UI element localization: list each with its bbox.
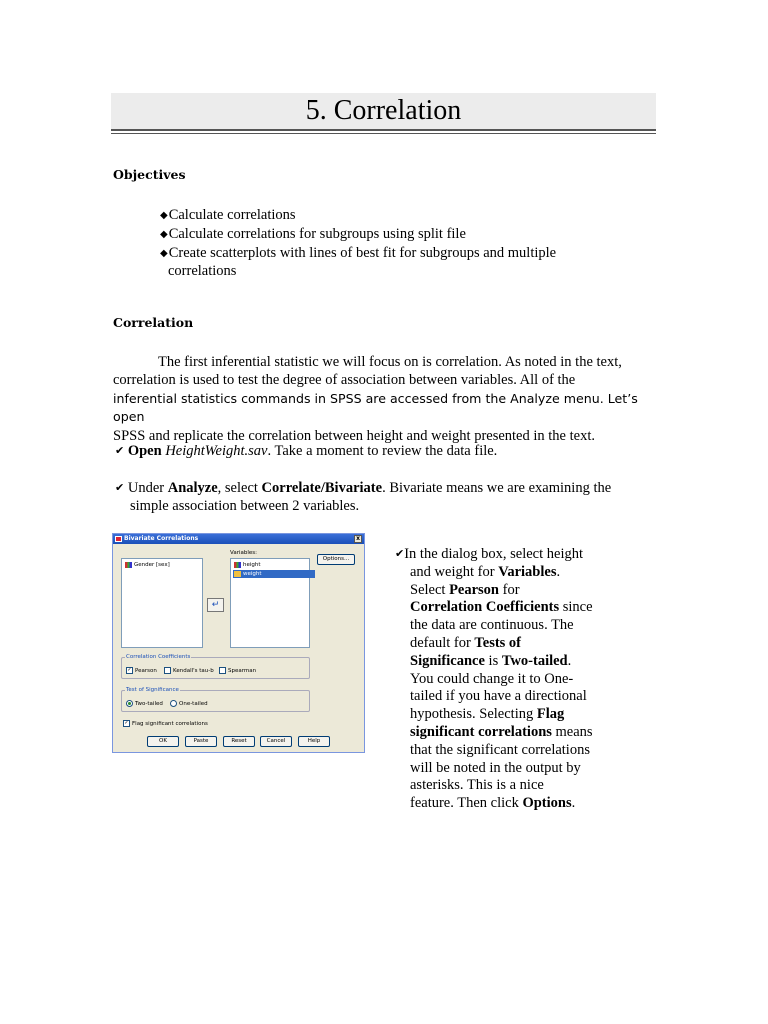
kendall-checkbox[interactable]: Kendall's tau-b: [164, 667, 214, 675]
page-title: 5. Correlation: [111, 93, 656, 129]
checkmark-icon: ✔: [115, 481, 125, 494]
ok-button[interactable]: OK: [147, 736, 179, 747]
dialog-titlebar: [113, 534, 364, 544]
diamond-bullet-icon: ◆: [160, 248, 168, 259]
scale-variable-icon: [234, 562, 241, 568]
list-item[interactable]: Gender [sex]: [124, 561, 170, 569]
correlation-paragraph: The first inferential statistic we will focus on is correlation. As noted in the text, correlation is used to test the degree of association between variables. All of the inferential statistics commands in SPSS are accessed from the Analyze menu. Let’s open SPSS and replicate the correlation between height and weight presented in the text.: [113, 354, 638, 444]
objective-item: ◆Calculate correlations for subgroups using split file: [160, 226, 466, 242]
step-analyze-menu-line2: simple association between 2 variables.: [130, 498, 360, 514]
correlation-coefficients-group: [121, 654, 310, 679]
diamond-bullet-icon: ◆: [160, 210, 168, 221]
nominal-variable-icon: [125, 562, 132, 568]
variables-label: Variables:: [230, 550, 257, 556]
move-variable-arrow-button[interactable]: ↵: [207, 598, 224, 612]
step-open-file: ✔ Open HeightWeight.sav. Take a moment to review the data file.: [115, 443, 498, 459]
diamond-bullet-icon: ◆: [160, 229, 168, 240]
objective-item: ◆Create scatterplots with lines of best fit for subgroups and multiple: [160, 245, 557, 261]
title-rule-thin: [111, 133, 656, 134]
one-tailed-radio[interactable]: One-tailed: [170, 700, 208, 708]
checkmark-icon: ✔: [395, 547, 405, 560]
list-item-selected[interactable]: weight: [233, 570, 315, 578]
source-variable-list[interactable]: [121, 558, 203, 648]
correlation-heading: Correlation: [113, 315, 194, 330]
group-legend: Test of Significance: [126, 687, 179, 693]
close-icon[interactable]: x: [354, 535, 362, 543]
spearman-checkbox[interactable]: Spearman: [219, 667, 256, 675]
variables-list[interactable]: [230, 558, 310, 648]
checkmark-icon: ✓: [124, 720, 129, 726]
objectives-heading: Objectives: [113, 167, 186, 182]
group-legend: Correlation Coefficients: [126, 654, 191, 660]
two-tailed-radio[interactable]: Two-tailed: [126, 700, 163, 708]
cancel-button[interactable]: Cancel: [260, 736, 292, 747]
objective-item: ◆Calculate correlations: [160, 207, 296, 223]
options-button[interactable]: Options...: [317, 554, 355, 565]
dialog-title: Bivariate Correlations: [124, 535, 199, 542]
checkmark-icon: ✓: [127, 667, 132, 673]
help-button[interactable]: Help: [298, 736, 330, 747]
test-of-significance-group: [121, 687, 310, 712]
title-rule-thick: [111, 129, 656, 131]
pearson-checkbox[interactable]: ✓ Pearson: [127, 667, 157, 674]
pencil-icon: [234, 571, 241, 577]
bivariate-correlations-dialog: [112, 533, 365, 753]
dialog-instructions: ✔In the dialog box, select height and weight for Variables. Select Pearson for Correlation Coefficients since the data are continuous. The default for Tests of Significance is Two-tailed. You could change it to One- tailed if you have a directional hypothesis. Selecting Flag significant correlations means that the significant correlations will be noted in the output by asterisks. This is a nice feature. Then click Options.: [395, 546, 593, 812]
checkmark-icon: ✔: [115, 444, 125, 457]
paste-button[interactable]: Paste: [185, 736, 217, 747]
flag-significant-checkbox[interactable]: ✓ Flag significant correlations: [124, 720, 208, 727]
step-analyze-menu: ✔ Under Analyze, select Correlate/Bivariate. Bivariate means we are examining the: [115, 480, 612, 496]
app-icon: [115, 536, 122, 542]
objective-item-continued: correlations: [168, 263, 237, 279]
reset-button[interactable]: Reset: [223, 736, 255, 747]
list-item[interactable]: height: [233, 561, 315, 569]
